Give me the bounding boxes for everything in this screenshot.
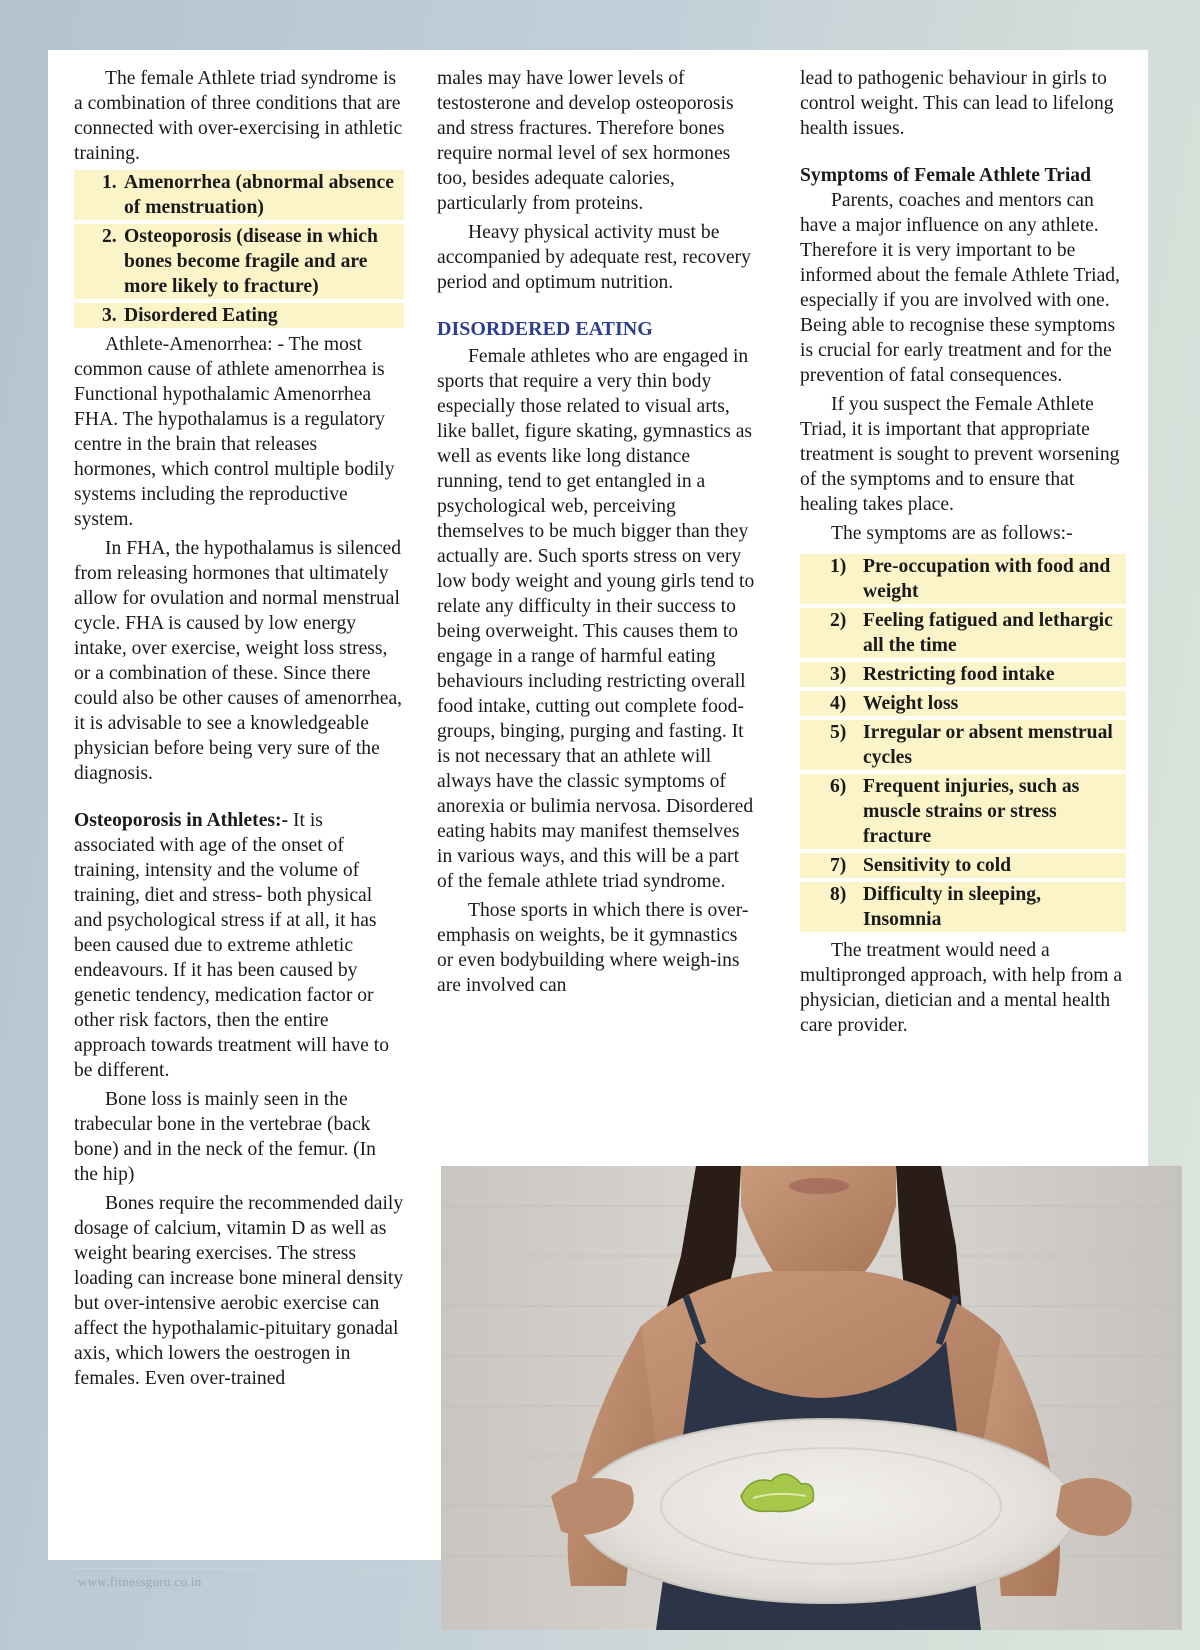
symptom-item: 2) Feeling fatigued and lethargic all the time <box>800 608 1126 658</box>
column3-continuation: lead to pathogenic behaviour in girls to control weight. This can lead to lifelong health issues. <box>800 68 1114 139</box>
condition-item: 1. Amenorrhea (abnormal absence of menstruation) <box>74 170 404 220</box>
woman-with-plate-photo <box>441 1166 1182 1630</box>
symptom-item: 8) Difficulty in sleeping, Insomnia <box>800 882 1126 932</box>
amenorrhea-paragraph: Athlete-Amenorrhea: - The most common cause of athlete amenorrhea is Functional hypothalamic Amenorrhea FHA. The hypothalamus is a regulatory centre in the brain that releases hormones, which control multiple bodily systems including the reproductive system. <box>74 334 395 530</box>
symptoms-heading: Symptoms of Female Athlete Triad <box>800 165 1091 186</box>
parents-paragraph: Parents, coaches and mentors can have a major influence on any athlete. Therefore it is very important to be informed about the female Athlete Triad, especially if you are involved with one. Being able to recognise these symptoms is crucial for early treatment and for the prevention of fatal consequences. <box>800 190 1120 386</box>
condition-item: 3. Disordered Eating <box>74 303 404 328</box>
female-athletes-paragraph: Female athletes who are engaged in sports that require a very thin body especially those related to visual arts, like ballet, figure skating, gymnastics as well as events like long distance running, tend to get entangled in a psychological web, perceiving themselves to be much bigger than they actually are. Such sports stress on very low body weight and young girls tend to relate any difficulty in their success to being overweight. This causes them to engage in a range of harmful eating behaviours including restricting overall food intake, cutting out complete food-groups, binging, purging and fasting. It is not necessary that an athlete will always have the classic symptoms of anorexia or bulimia nervosa. Disordered eating habits may manifest themselves in various ways, and this will be a part of the female athlete triad syndrome. <box>437 346 755 892</box>
bone-loss-paragraph: Bone loss is mainly seen in the trabecular bone in the vertebrae (back bone) and in the neck of the femur. (In the hip) <box>74 1089 376 1185</box>
symptoms-intro: The symptoms are as follows:- <box>831 523 1073 544</box>
symptom-item: 5) Irregular or absent menstrual cycles <box>800 720 1126 770</box>
osteoporosis-paragraph: Osteoporosis in Athletes:- It is associated with age of the onset of training, intensity and the volume of training, diet and stress- both physical and psychological stress if at all, it has been caused due to extreme athletic endeavours. If it has been caused by genetic tendency, medication factor or other risk factors, then the entire approach towards treatment will have to be different. <box>74 810 390 1081</box>
intro-paragraph: The female Athlete triad syndrome is a combination of three conditions that are connected with over-exercising in athletic training. <box>74 68 403 164</box>
symptom-item: 7) Sensitivity to cold <box>800 853 1126 878</box>
footer-divider <box>74 1568 444 1569</box>
symptom-item: 1) Pre-occupation with food and weight <box>800 554 1126 604</box>
rest-paragraph: Heavy physical activity must be accompanied by adequate rest, recovery period and optimum nutrition. <box>437 222 751 293</box>
suspect-paragraph: If you suspect the Female Athlete Triad, it is important that appropriate treatment is sought to prevent worsening of the symptoms and to ensure that healing takes place. <box>800 394 1120 515</box>
symptom-item: 4) Weight loss <box>800 691 1126 716</box>
footer-url: www.fitnessguru.co.in <box>78 1574 202 1589</box>
column-1 <box>74 66 404 1391</box>
section-heading-disordered-eating: DISORDERED EATING <box>437 318 653 340</box>
sports-paragraph: Those sports in which there is over-emphasis on weights, be it gymnastics or even bodybuilding where weigh-ins are involved can <box>437 900 749 996</box>
symptoms-list <box>800 554 1126 932</box>
column2-continuation: males may have lower levels of testosterone and develop osteoporosis and stress fractures. Therefore bones require normal level of sex hormones too, besides adequate calories, particularly from proteins. <box>437 68 734 214</box>
triad-conditions-list <box>74 170 404 328</box>
treatment-paragraph: The treatment would need a multipronged approach, with help from a physician, dietician and a mental health care provider. <box>800 940 1123 1036</box>
column-2 <box>437 66 757 998</box>
fha-paragraph: In FHA, the hypothalamus is silenced from releasing hormones that ultimately allow for ovulation and normal menstrual cycle. FHA is caused by low energy intake, over exercise, weight loss stress, or a combination of these. Since there could also be other causes of amenorrhea, it is advisable to see a knowledgeable physician before being very sure of the diagnosis. <box>74 538 403 784</box>
condition-item: 2. Osteoporosis (disease in which bones become fragile and are more likely to fracture) <box>74 224 404 299</box>
bones-require-paragraph: Bones require the recommended daily dosage of calcium, vitamin D as well as weight bearing exercises. The stress loading can increase bone mineral density but over-intensive aerobic exercise can affect the hypothalamic-pituitary gonadal axis, which lowers the oestrogen in females. Even over-trained <box>74 1193 404 1389</box>
osteoporosis-label: Osteoporosis in Athletes:- <box>74 810 289 831</box>
symptom-item: 6) Frequent injuries, such as muscle strains or stress fracture <box>800 774 1126 849</box>
column-3 <box>800 66 1126 1038</box>
symptom-item: 3) Restricting food intake <box>800 662 1126 687</box>
